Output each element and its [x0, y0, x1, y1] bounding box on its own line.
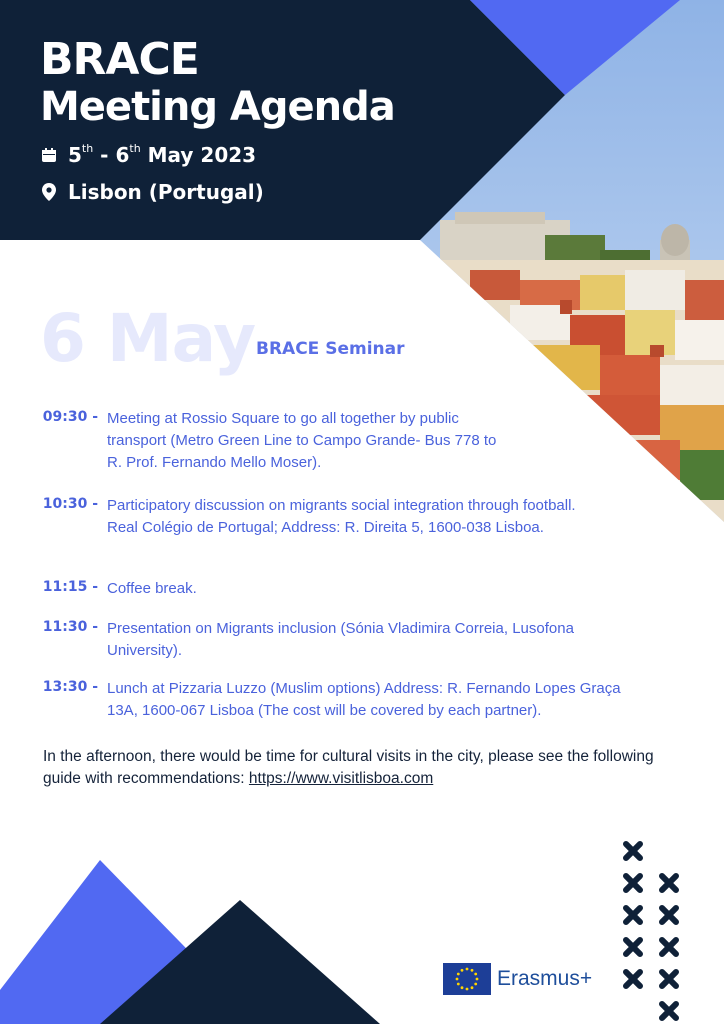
- date-start-suffix: th: [81, 142, 94, 156]
- afternoon-note: [43, 746, 663, 790]
- location-text: Lisbon (Portugal): [68, 180, 264, 204]
- eu-flag-icon: [443, 963, 491, 995]
- agenda-time: 11:15 -: [42, 579, 98, 595]
- agenda-time: 11:30 -: [42, 619, 98, 635]
- day-heading: 6 May: [40, 300, 256, 377]
- agenda-text: Presentation on Migrants inclusion (Sónia Vladimira Correia, Lusofona University).: [107, 620, 574, 659]
- decorative-x-pattern: [616, 838, 696, 1024]
- event-location: [40, 180, 264, 204]
- visitlisboa-link[interactable]: https://www.visitlisboa.com: [248, 770, 434, 787]
- erasmus-plus-logo: [443, 963, 592, 995]
- event-dates: [40, 143, 256, 167]
- agenda-text: Participatory discussion on migrants social integration through football. Real Colégio de Portugal; Address: R. Direita 5, 1600-038 Lisboa.: [107, 497, 576, 536]
- date-end-suffix: th: [129, 142, 141, 156]
- calendar-icon: [40, 146, 58, 164]
- title-meeting-agenda: Meeting Agenda: [40, 84, 395, 130]
- seminar-label: BRACE Seminar: [256, 339, 405, 359]
- map-pin-icon: [40, 183, 58, 201]
- date-text: [68, 143, 256, 167]
- agenda-text: Meeting at Rossio Square to go all together by public transport (Metro Green Line to Campo Grande- Bus 778 to R. Prof. Fernando Mello Moser).: [107, 410, 497, 471]
- date-end-day: 6: [115, 143, 130, 167]
- date-start-day: 5: [68, 143, 82, 167]
- erasmus-plus-text: Erasmus+: [497, 967, 593, 990]
- agenda-text: Coffee break.: [107, 580, 197, 597]
- afternoon-note-text: In the afternoon, there would be time for cultural visits in the city, please see the following guide with recommendations:: [43, 748, 654, 787]
- title-brace: BRACE: [40, 34, 199, 85]
- date-month-year: May 2023: [147, 143, 257, 167]
- agenda-time: 13:30 -: [42, 679, 98, 695]
- agenda-text: Lunch at Pizzaria Luzzo (Muslim options) Address: R. Fernando Lopes Graça 13A, 1600-067 Lisboa (The cost will be covered by each partner).: [107, 680, 621, 719]
- agenda-time: 09:30 -: [42, 409, 98, 425]
- agenda-time: 10:30 -: [42, 496, 98, 512]
- date-dash: -: [93, 143, 116, 167]
